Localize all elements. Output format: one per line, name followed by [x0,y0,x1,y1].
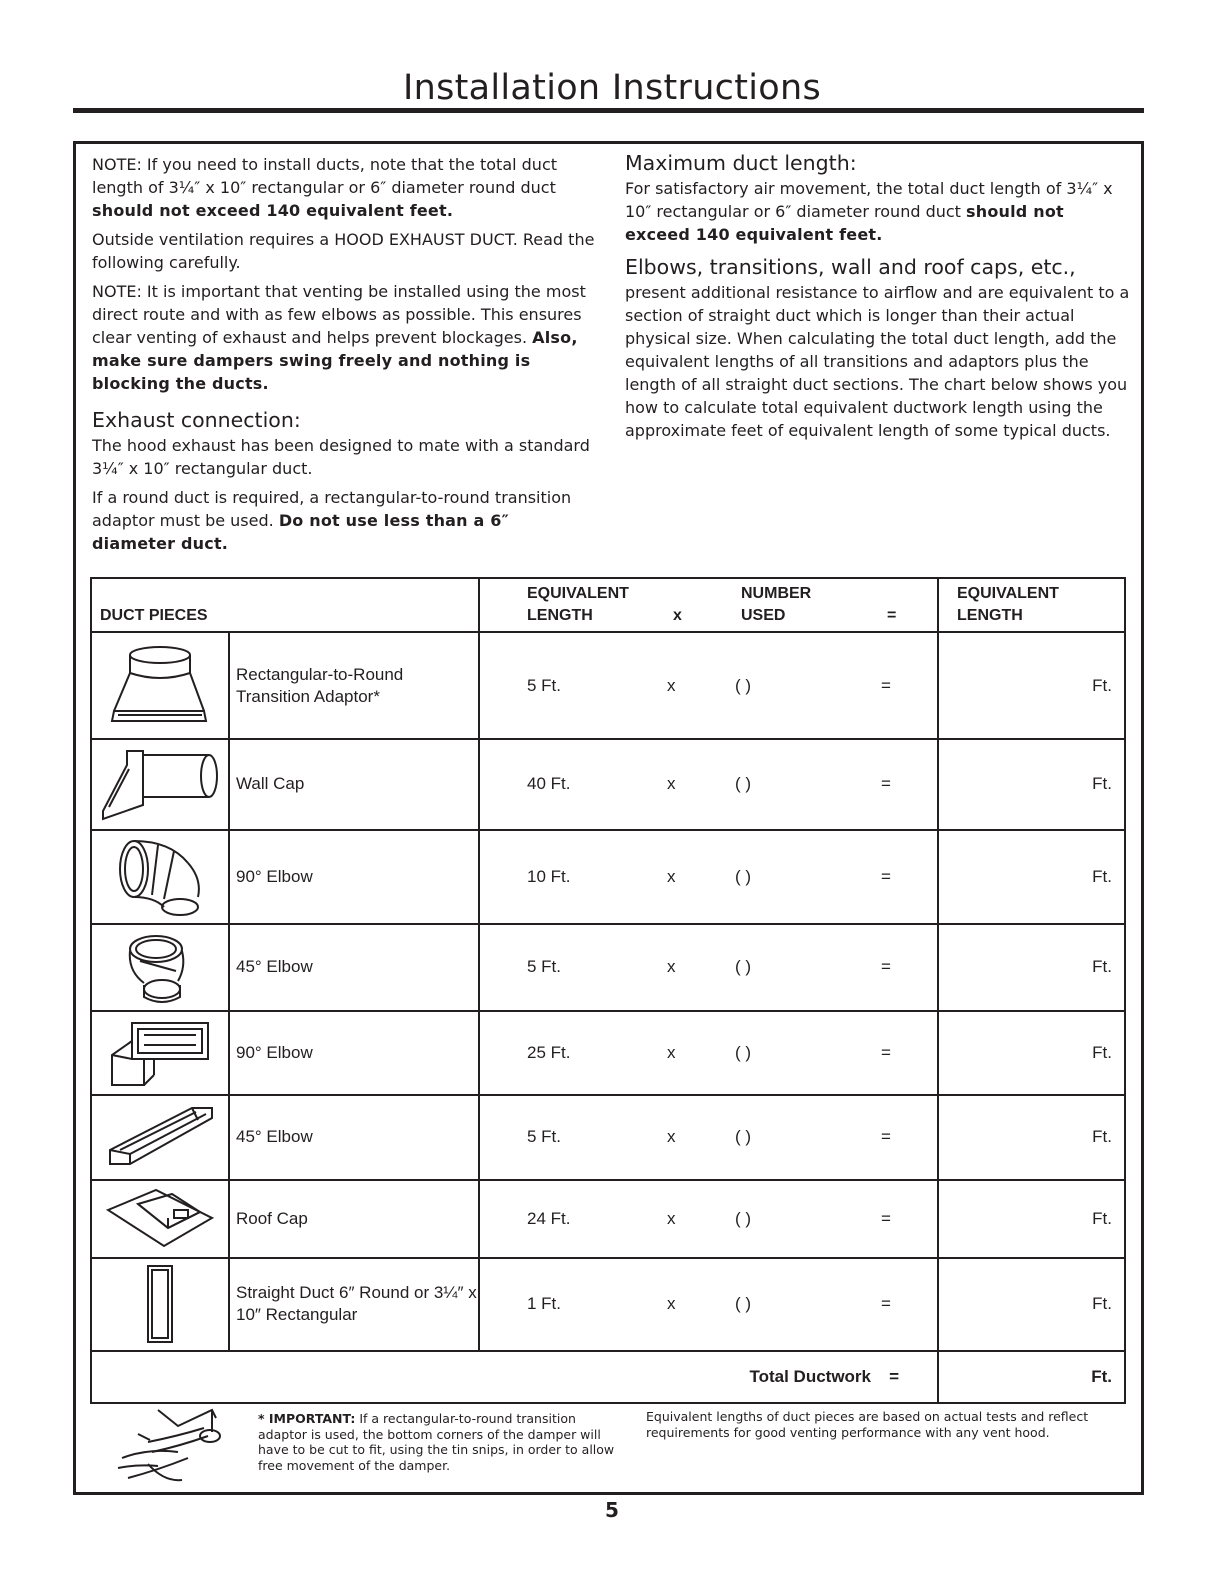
table-row [91,924,1125,1011]
straight-duct-icon [91,1258,229,1351]
header-calc: EQUIVALENT LENGTH x NUMBER USED = [479,578,938,632]
page-title: Installation Instructions [402,68,822,108]
left-column [92,153,597,561]
tin-snips-icon [108,1406,228,1492]
round-45-elbow-icon [91,924,229,1011]
result-cell[interactable]: Ft. [938,1011,1125,1096]
result-cell[interactable]: Ft. [938,830,1125,925]
result-cell[interactable]: Ft. [938,632,1125,739]
number-used-field[interactable]: ( ) [735,1127,752,1147]
total-ductwork-label: Total Ductwork = [91,1351,938,1403]
title-rule [73,108,1144,113]
number-used-field[interactable]: ( ) [735,675,752,695]
max-length-heading: Maximum duct length: [625,151,857,175]
rect-90-elbow-icon [91,1011,229,1096]
result-cell[interactable]: Ft. [938,739,1125,830]
number-used-field[interactable]: ( ) [735,1042,752,1062]
duct-piece-name: Wall Cap [229,739,479,830]
calc-cell: 10 Ft. x ( ) = [479,830,938,925]
exhaust-heading: Exhaust connection: [92,408,301,432]
calc-cell: 5 Ft. x ( ) = [479,924,938,1011]
header-result: EQUIVALENT LENGTH [938,578,1125,632]
number-used-field[interactable]: ( ) [735,957,752,977]
table-row [91,1095,1125,1180]
duct-piece-name: Straight Duct 6″ Round or 3¼″ x 10″ Rectangular [229,1258,479,1351]
page-number: 5 [605,1498,619,1522]
result-cell[interactable]: Ft. [938,1180,1125,1258]
elbows-text: present additional resistance to airflow and are equivalent to a section of straight duct which is longer than their actual physical size. When calculating the total duct length, add the equivalent lengths of all transitions and adaptors plus the length of all straight duct sections. The chart below shows you how to calculate total equivalent ductwork length using the approximate feet of equivalent length of some typical ducts. [625,283,1130,440]
exhaust-text: The hood exhaust has been designed to mate with a standard 3¼″ x 10″ rectangular duct. [92,436,590,478]
result-cell[interactable]: Ft. [938,1258,1125,1351]
table-row [91,739,1125,830]
duct-piece-name: 90° Elbow [229,1011,479,1096]
table-row [91,1258,1125,1351]
roof-cap-icon [91,1180,229,1258]
wall-cap-icon [91,739,229,830]
calc-cell: 1 Ft. x ( ) = [479,1258,938,1351]
calc-cell: 40 Ft. x ( ) = [479,739,938,830]
number-used-field[interactable]: ( ) [735,1294,752,1314]
elbows-heading: Elbows, transitions, wall and roof caps, etc., [625,255,1076,279]
max-length-text: For satisfactory air movement, the total duct length of 3¼″ x 10″ rectangular or 6″ diameter round duct should not exceed 140 equivalent feet. [625,179,1113,244]
table-row [91,632,1125,739]
number-used-field[interactable]: ( ) [735,866,752,886]
number-used-field[interactable]: ( ) [735,774,752,794]
total-row [91,1351,1125,1403]
table-row [91,830,1125,925]
calc-cell: 5 Ft. x ( ) = [479,632,938,739]
round-90-elbow-icon [91,830,229,925]
calc-cell: 25 Ft. x ( ) = [479,1011,938,1096]
note-venting: NOTE: It is important that venting be installed using the most direct route and with as few elbows as possible. This ensures clear venting of exhaust and helps prevent blockages. Also, make sure dampers swing freely and nothing is blocking the ducts. [92,282,586,393]
right-column [625,150,1130,448]
table-row [91,1180,1125,1258]
duct-piece-name: 45° Elbow [229,1095,479,1180]
equivalent-lengths-note: Equivalent lengths of duct pieces are based on actual tests and reflect requirements for good venting performance with any vent hood. [646,1409,1089,1440]
duct-piece-name: Rectangular-to-Round Transition Adaptor* [229,632,479,739]
calc-cell: 5 Ft. x ( ) = [479,1095,938,1180]
header-duct-pieces: DUCT PIECES [91,578,479,632]
transition-adaptor-icon [91,632,229,739]
duct-piece-name: 45° Elbow [229,924,479,1011]
result-cell[interactable]: Ft. [938,1095,1125,1180]
number-used-field[interactable]: ( ) [735,1208,752,1228]
round-duct-text: If a round duct is required, a rectangular-to-round transition adaptor must be used. Do not use less than a 6″ diameter duct. [92,488,572,553]
result-cell[interactable]: Ft. [938,924,1125,1011]
table-header-row [91,578,1125,632]
note-total-duct: NOTE: If you need to install ducts, note that the total duct length of 3¼″ x 10″ rectangular or 6″ diameter round duct should not exceed 140 equivalent feet. [92,155,558,220]
duct-piece-name: 90° Elbow [229,830,479,925]
total-result-cell[interactable]: Ft. [938,1351,1125,1403]
table-row [91,1011,1125,1096]
important-note: * IMPORTANT: If a rectangular-to-round transition adaptor is used, the bottom corners of the damper will have to be cut to fit, using the tin snips, in order to allow free movement of the damper. [258,1411,615,1473]
rect-45-elbow-icon [91,1095,229,1180]
calc-cell: 24 Ft. x ( ) = [479,1180,938,1258]
duct-piece-name: Roof Cap [229,1180,479,1258]
outside-ventilation-text: Outside ventilation requires a HOOD EXHAUST DUCT. Read the following carefully. [92,230,595,272]
duct-table [90,577,1126,1404]
